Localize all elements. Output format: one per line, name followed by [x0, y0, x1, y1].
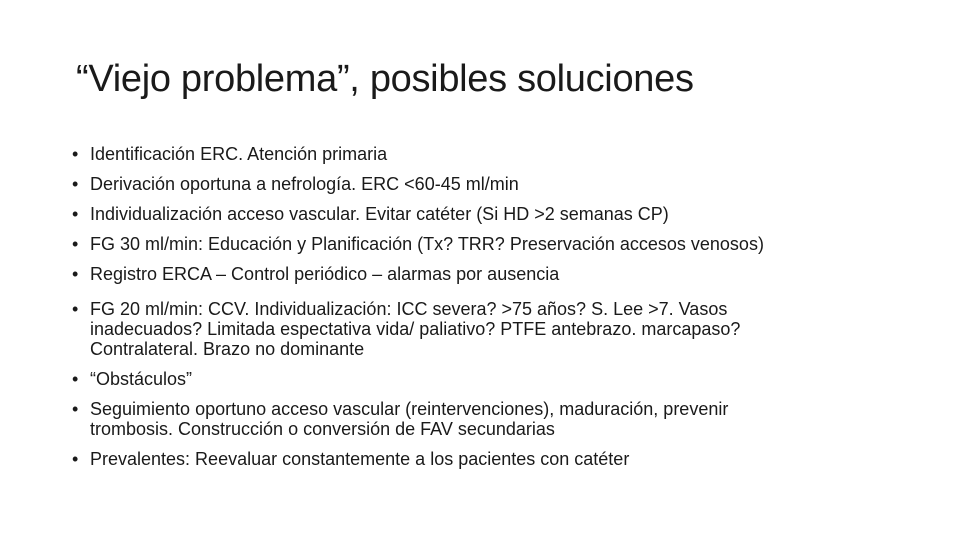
- bullet-marker: •: [72, 174, 79, 194]
- bullet-text: Identificación ERC. Atención primaria: [90, 144, 388, 164]
- bullet-text: “Obstáculos”: [90, 369, 193, 389]
- bullet-text: Registro ERCA – Control periódico – alarmas por ausencia: [90, 264, 560, 284]
- bullet-marker: •: [72, 264, 79, 284]
- bullet-text: FG 20 ml/min: CCV. Individualización: ICC severa? >75 años? S. Lee >7. Vasos: [90, 299, 728, 319]
- bullet-marker: •: [72, 299, 79, 319]
- bullet-text: trombosis. Construcción o conversión de FAV secundarias: [90, 419, 555, 439]
- bullet-item: [72, 399, 892, 439]
- bullet-marker: •: [72, 399, 79, 419]
- bullet-marker: •: [72, 204, 79, 224]
- bullet-text: Derivación oportuna a nefrología. ERC <60-45 ml/min: [90, 174, 519, 194]
- bullet-text: Individualización acceso vascular. Evitar catéter (Si HD >2 semanas CP): [90, 204, 669, 224]
- bullet-item: [72, 204, 892, 234]
- bullet-text: Seguimiento oportuno acceso vascular (reintervenciones), maduración, prevenir: [90, 399, 729, 419]
- slide-title: “Viejo problema”, posibles soluciones: [76, 58, 694, 100]
- bullet-list: [72, 144, 892, 479]
- bullet-item: [72, 144, 892, 174]
- bullet-marker: •: [72, 144, 79, 164]
- bullet-item: [72, 234, 892, 264]
- bullet-item: [72, 264, 892, 294]
- bullet-item: [72, 294, 892, 359]
- bullet-marker: •: [72, 369, 79, 389]
- bullet-marker: •: [72, 234, 79, 254]
- bullet-text: Prevalentes: Reevaluar constantemente a los pacientes con catéter: [90, 449, 630, 469]
- bullet-text: inadecuados? Limitada espectativa vida/ paliativo? PTFE antebrazo. marcapaso?: [90, 319, 741, 339]
- bullet-item: [72, 174, 892, 204]
- bullet-text: FG 30 ml/min: Educación y Planificación (Tx? TRR? Preservación accesos venosos): [90, 234, 764, 254]
- bullet-item: [72, 369, 892, 399]
- bullet-marker: •: [72, 449, 79, 469]
- bullet-item: [72, 449, 892, 479]
- bullet-text: Contralateral. Brazo no dominante: [90, 339, 365, 359]
